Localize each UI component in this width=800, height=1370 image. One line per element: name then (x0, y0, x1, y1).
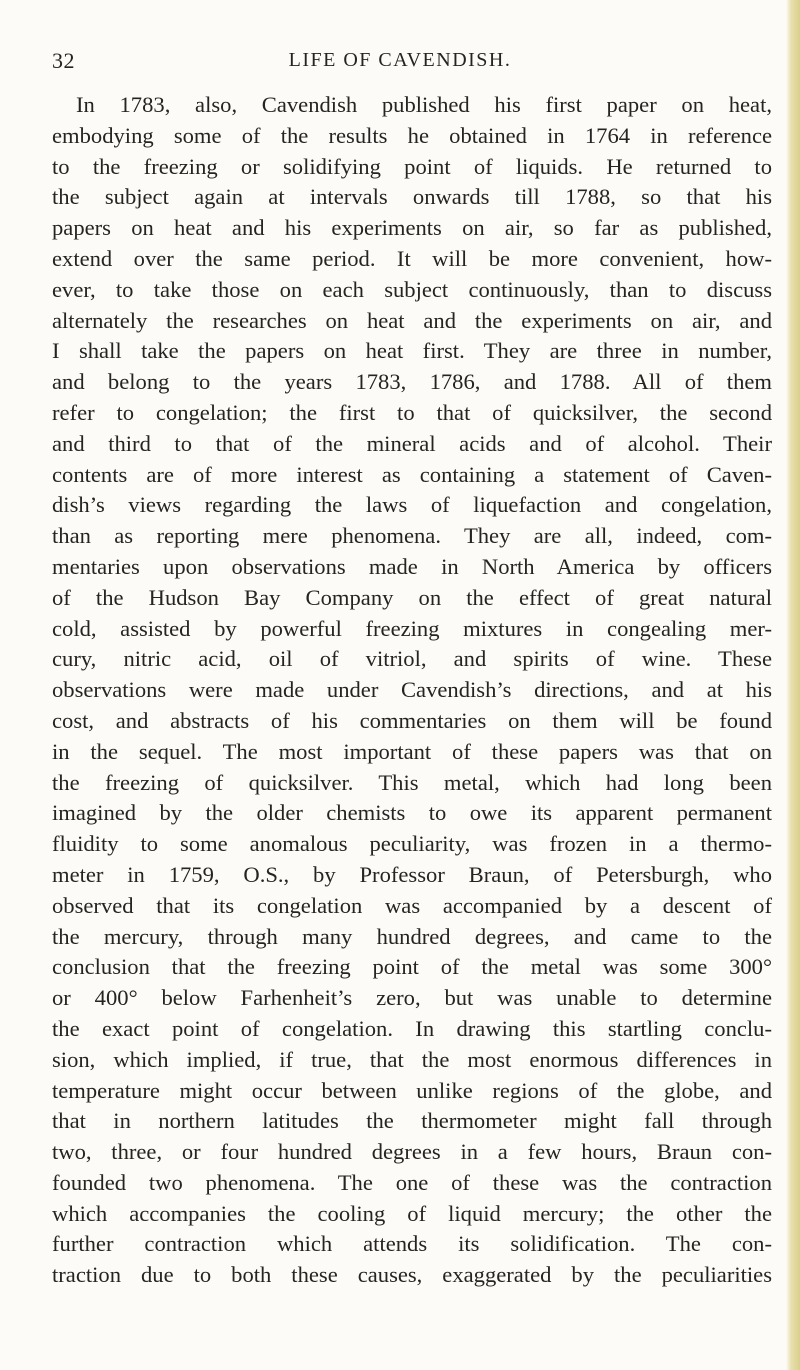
text-line: founded two phenomena. The one of these was the contraction (52, 1169, 772, 1195)
text-line: alternately the researches on heat and the experiments on air, and (52, 307, 772, 333)
text-line: which accompanies the cooling of liquid mercury; the other the (52, 1200, 772, 1226)
text-line: two, three, or four hundred degrees in a few hours, Braun con- (52, 1139, 772, 1165)
running-head: LIFE OF CAVENDISH. (288, 49, 512, 71)
text-line: observed that its congelation was accompanied by a descent of (52, 892, 772, 918)
text-line: further contraction which attends its solidification. The con- (52, 1231, 772, 1257)
text-line: or 400° below Farhenheit’s zero, but was unable to determine (52, 985, 772, 1011)
text-line: cold, assisted by powerful freezing mixtures in congealing mer- (52, 615, 772, 641)
text-line: ever, to take those on each subject continuously, than to discuss (52, 276, 772, 302)
page-number: 32 (52, 48, 75, 73)
text-line: of the Hudson Bay Company on the effect of great natural (52, 584, 772, 610)
text-line: In 1783, also, Cavendish published his first paper on heat, (76, 92, 772, 117)
page-header (0, 48, 800, 78)
text-line: that in northern latitudes the thermometer might fall through (52, 1108, 772, 1134)
text-line: temperature might occur between unlike regions of the globe, and (52, 1077, 772, 1103)
text-line: cost, and abstracts of his commentaries on them will be found (52, 707, 772, 733)
text-line: sion, which implied, if true, that the most enormous differences in (52, 1046, 772, 1072)
text-line: than as reporting mere phenomena. They are all, indeed, com- (52, 523, 772, 549)
text-line: the freezing of quicksilver. This metal, which had long been (52, 769, 772, 795)
text-line: contents are of more interest as containing a statement of Caven- (52, 461, 772, 487)
body-paragraph (52, 90, 772, 1291)
text-line: conclusion that the freezing point of the metal was some 300° (52, 954, 772, 980)
text-line: cury, nitric acid, oil of vitriol, and spirits of wine. These (52, 646, 772, 672)
text-line: the exact point of congelation. In drawing this startling conclu- (52, 1015, 772, 1041)
text-line: the mercury, through many hundred degrees, and came to the (52, 923, 772, 949)
text-line: dish’s views regarding the laws of liquefaction and congelation, (52, 492, 772, 518)
text-line: the subject again at intervals onwards till 1788, so that his (52, 184, 772, 210)
text-line: and third to that of the mineral acids and of alcohol. Their (52, 430, 772, 456)
text-line: meter in 1759, O.S., by Professor Braun, of Petersburgh, who (52, 861, 772, 887)
text-line: I shall take the papers on heat first. They are three in number, (52, 338, 772, 364)
text-line: mentaries upon observations made in North America by officers (52, 553, 772, 579)
text-line: fluidity to some anomalous peculiarity, was frozen in a thermo- (52, 831, 772, 857)
text-line: refer to congelation; the first to that of quicksilver, the second (52, 399, 772, 425)
text-line: papers on heat and his experiments on air, so far as published, (52, 215, 772, 241)
page-edge (786, 0, 800, 1370)
text-line: and belong to the years 1783, 1786, and 1788. All of them (52, 369, 772, 395)
text-line: in the sequel. The most important of these papers was that on (52, 738, 772, 764)
text-line: imagined by the older chemists to owe its apparent permanent (52, 800, 772, 826)
text-line: observations were made under Cavendish’s directions, and at his (52, 677, 772, 703)
text-line: traction due to both these causes, exaggerated by the peculiarities (52, 1262, 772, 1288)
text-line: embodying some of the results he obtained in 1764 in reference (52, 122, 772, 148)
text-line: to the freezing or solidifying point of liquids. He returned to (52, 153, 772, 179)
text-line: extend over the same period. It will be more convenient, how- (52, 245, 772, 271)
